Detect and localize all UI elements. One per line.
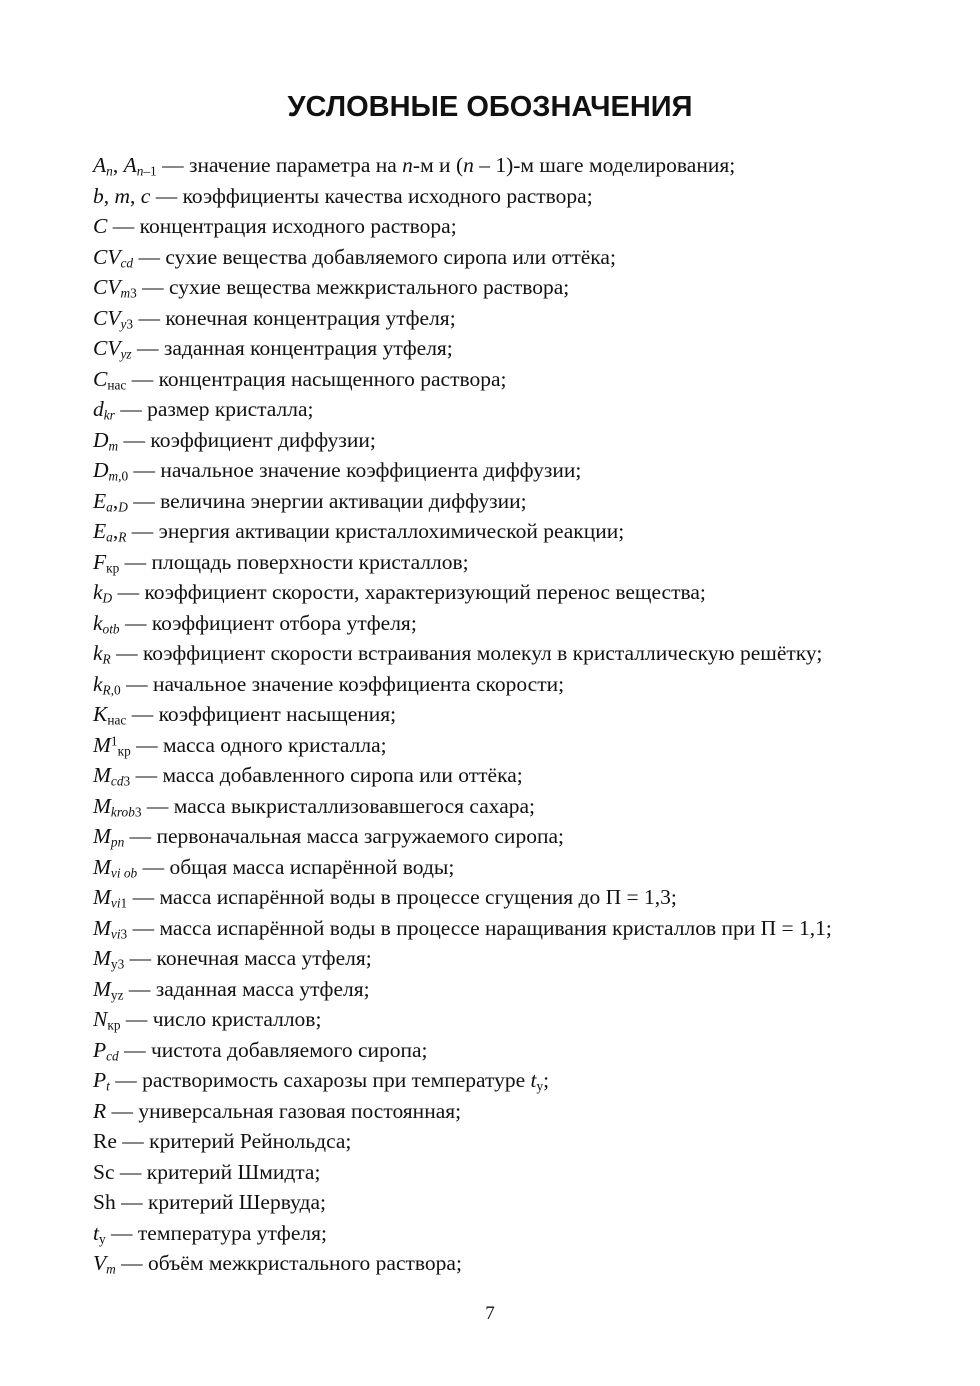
- superscript: 1: [110, 732, 118, 748]
- subscript: нас: [107, 377, 127, 393]
- symbol: k: [93, 610, 103, 635]
- symbol: CV: [93, 336, 121, 360]
- entry-text: — температура утфеля;: [105, 1220, 327, 1245]
- entry-text: — площадь поверхности кристаллов;: [119, 549, 469, 574]
- notation-entry: [93, 486, 963, 517]
- symbol: c: [140, 183, 151, 208]
- notation-entry: [93, 882, 963, 913]
- entry-text: — конечная масса утфеля;: [124, 946, 372, 970]
- symbol: M: [93, 976, 111, 1001]
- entry-text: — коэффициент отбора утфеля;: [119, 610, 417, 635]
- notation-entry: [93, 974, 963, 1005]
- subscript: m: [106, 1261, 116, 1277]
- symbol: k: [93, 671, 103, 696]
- entry-text: ,: [103, 183, 115, 208]
- subscript: yz: [120, 346, 132, 362]
- notation-entry: [93, 181, 963, 212]
- subscript: vi: [110, 926, 121, 942]
- entry-text: — масса испарённой воды в процессе наращивания кристаллов при П = 1,1;: [127, 915, 832, 940]
- notation-entry: [93, 852, 963, 883]
- notation-entry: [93, 150, 963, 181]
- symbol: A: [123, 153, 137, 177]
- notation-entry: [93, 821, 963, 852]
- subscript: R: [102, 682, 111, 698]
- symbol: M: [93, 763, 111, 787]
- notation-entry: [93, 1126, 963, 1157]
- notation-entry: [93, 1035, 963, 1066]
- symbol: d: [93, 397, 104, 421]
- symbol-list: [93, 150, 963, 1279]
- symbol: K: [93, 702, 108, 726]
- entry-text: — критерий Шмидта;: [114, 1159, 321, 1184]
- symbol: D: [93, 427, 109, 452]
- entry-text: — размер кристалла;: [114, 397, 314, 421]
- symbol: b: [93, 183, 104, 208]
- symbol: P: [93, 1068, 107, 1092]
- notation-entry: [93, 791, 963, 822]
- subscript: n: [106, 163, 113, 179]
- subscript: vi: [110, 895, 121, 911]
- subscript: kr: [103, 407, 115, 423]
- entry-text: — заданная концентрация утфеля;: [131, 336, 453, 360]
- subscript: R: [118, 529, 127, 545]
- page-number: 7: [485, 1303, 495, 1324]
- entry-text: -м и (: [412, 153, 464, 177]
- subscript: нас: [107, 712, 127, 728]
- subscript: y: [120, 316, 127, 332]
- symbol: E: [93, 488, 107, 513]
- subscript: a: [106, 499, 113, 515]
- symbol: F: [93, 549, 107, 574]
- symbol: V: [93, 1251, 107, 1275]
- subscript: cd: [106, 1048, 119, 1064]
- entry-text: — универсальная газовая постоянная;: [106, 1098, 462, 1123]
- entry-text: — сухие вещества межкристального раствора;: [136, 275, 570, 299]
- notation-entry: [93, 455, 963, 486]
- subscript: cd: [110, 773, 124, 789]
- entry-text: Sc: [93, 1159, 115, 1184]
- entry-text: – 1)-м шаге моделирования;: [473, 153, 736, 177]
- entry-text: ,: [130, 183, 141, 208]
- subscript: D: [118, 499, 128, 515]
- symbol: E: [93, 519, 107, 543]
- subscript: 3: [123, 773, 131, 789]
- entry-text: — концентрация насыщенного раствора;: [126, 366, 507, 391]
- notation-entry: [93, 394, 963, 425]
- notation-entry: [93, 242, 963, 273]
- entry-text: — растворимость сахарозы при температуре: [109, 1068, 531, 1092]
- entry-text: Re: [93, 1129, 117, 1153]
- subscript: 3: [134, 804, 142, 820]
- entry-text: — концентрация исходного раствора;: [107, 214, 457, 238]
- entry-text: Sh: [93, 1190, 116, 1214]
- page-title: УСЛОВНЫЕ ОБОЗНАЧЕНИЯ: [287, 91, 693, 123]
- symbol: m: [114, 183, 131, 208]
- symbol: CV: [93, 305, 121, 330]
- entry-text: — масса испарённой воды в процессе сгущения до П = 1,3;: [127, 885, 677, 909]
- entry-text: — значение параметра на: [156, 153, 403, 177]
- subscript: pn: [110, 834, 125, 850]
- symbol: C: [93, 214, 108, 238]
- subscript: R: [102, 651, 111, 667]
- entry-text: — сухие вещества добавляемого сиропа или оттёка;: [133, 244, 616, 269]
- symbol: CV: [93, 244, 121, 269]
- symbol: t: [93, 1220, 99, 1245]
- notation-entry: [93, 730, 963, 761]
- subscript: кр: [117, 743, 131, 759]
- subscript: vi ob: [110, 865, 138, 881]
- symbol: M: [93, 854, 111, 879]
- entry-text: — начальное значение коэффициента диффузии;: [128, 458, 582, 482]
- symbol: M: [93, 915, 111, 940]
- entry-text: — коэффициент скорости встраивания молекул в кристаллическую решётку;: [110, 641, 823, 665]
- subscript: m: [108, 468, 119, 484]
- symbol: k: [93, 641, 103, 665]
- notation-entry: [93, 1187, 963, 1218]
- entry-text: — конечная концентрация утфеля;: [133, 305, 456, 330]
- entry-text: ;: [543, 1068, 550, 1092]
- subscript: m: [120, 285, 131, 301]
- symbol: M: [93, 946, 111, 970]
- notation-entry: [93, 425, 963, 456]
- subscript: ,0: [118, 468, 129, 484]
- symbol: N: [93, 1007, 108, 1031]
- notation-entry: [93, 1218, 963, 1249]
- subscript: a: [106, 529, 113, 545]
- notation-entry: [93, 303, 963, 334]
- entry-text: — коэффициент диффузии;: [118, 427, 376, 452]
- entry-text: — коэффициенты качества исходного раствора;: [150, 183, 593, 208]
- subscript: 1: [120, 895, 128, 911]
- entry-text: — критерий Рейнольдса;: [116, 1129, 352, 1153]
- entry-text: — первоначальная масса загружаемого сиропа;: [124, 824, 564, 848]
- symbol: CV: [93, 275, 121, 299]
- entry-text: — число кристаллов;: [120, 1007, 322, 1031]
- symbol: P: [93, 1037, 107, 1062]
- notation-entry: [93, 211, 963, 242]
- notation-entry: [93, 760, 963, 791]
- entry-text: — заданная масса утфеля;: [123, 976, 370, 1001]
- subscript: t: [106, 1078, 110, 1094]
- notation-entry: [93, 608, 963, 639]
- subscript: otb: [102, 621, 120, 637]
- subscript: у: [536, 1078, 544, 1094]
- subscript: уz: [110, 987, 124, 1003]
- entry-text: — чистота добавляемого сиропа;: [118, 1037, 428, 1062]
- entry-text: — величина энергии активации диффузии;: [127, 488, 527, 513]
- subscript: 3: [130, 285, 137, 301]
- subscript: krob: [110, 804, 135, 820]
- symbol: M: [93, 885, 111, 909]
- entry-text: — общая масса испарённой воды;: [137, 854, 455, 879]
- subscript: 3: [120, 926, 128, 942]
- entry-text: — коэффициент скорости, характеризующий перенос вещества;: [112, 580, 706, 604]
- notation-entry: [93, 1065, 963, 1096]
- subscript: m: [108, 438, 119, 454]
- entry-text: ,: [112, 488, 119, 513]
- symbol: M: [93, 824, 111, 848]
- notation-entry: [93, 364, 963, 395]
- symbol: D: [93, 458, 109, 482]
- notation-entry: [93, 638, 963, 669]
- notation-entry: [93, 333, 963, 364]
- symbol: k: [93, 580, 103, 604]
- entry-text: — масса выкристаллизовавшегося сахара;: [141, 793, 536, 818]
- notation-entry: [93, 1096, 963, 1127]
- notation-entry: [93, 516, 963, 547]
- notation-entry: [93, 547, 963, 578]
- symbol: M: [93, 793, 111, 818]
- symbol: A: [93, 153, 107, 177]
- notation-entry: [93, 577, 963, 608]
- notation-entry: [93, 943, 963, 974]
- entry-text: — энергия активации кристаллохимической реакции;: [126, 519, 625, 543]
- entry-text: — масса добавленного сиропа или оттёка;: [130, 763, 523, 787]
- entry-text: ,: [112, 153, 124, 177]
- subscript: –1: [143, 163, 157, 179]
- subscript: cd: [120, 255, 134, 271]
- subscript: кр: [106, 560, 120, 576]
- entry-text: — критерий Шервуда;: [115, 1190, 326, 1214]
- entry-text: ,: [112, 519, 119, 543]
- entry-text: — масса одного кристалла;: [130, 732, 387, 757]
- symbol: t: [530, 1068, 537, 1092]
- symbol: M: [93, 732, 111, 757]
- subscript: ,0: [110, 682, 121, 698]
- notation-entry: [93, 272, 963, 303]
- subscript: кр: [107, 1017, 121, 1033]
- subscript: у: [98, 1231, 106, 1247]
- notation-entry: [93, 913, 963, 944]
- symbol: C: [93, 366, 108, 391]
- notation-entry: [93, 669, 963, 700]
- subscript: D: [102, 590, 113, 606]
- symbol: n: [463, 153, 474, 177]
- notation-entry: [93, 699, 963, 730]
- symbol: R: [93, 1098, 107, 1123]
- entry-text: — коэффициент насыщения;: [126, 702, 397, 726]
- subscript: 3: [126, 316, 134, 332]
- notation-entry: [93, 1248, 963, 1279]
- subscript: n: [136, 163, 144, 179]
- subscript: у3: [110, 956, 125, 972]
- notation-entry: [93, 1157, 963, 1188]
- notation-entry: [93, 1004, 963, 1035]
- entry-text: — объём межкристального раствора;: [115, 1251, 462, 1275]
- entry-text: — начальное значение коэффициента скорости;: [120, 671, 565, 696]
- symbol: n: [402, 153, 413, 177]
